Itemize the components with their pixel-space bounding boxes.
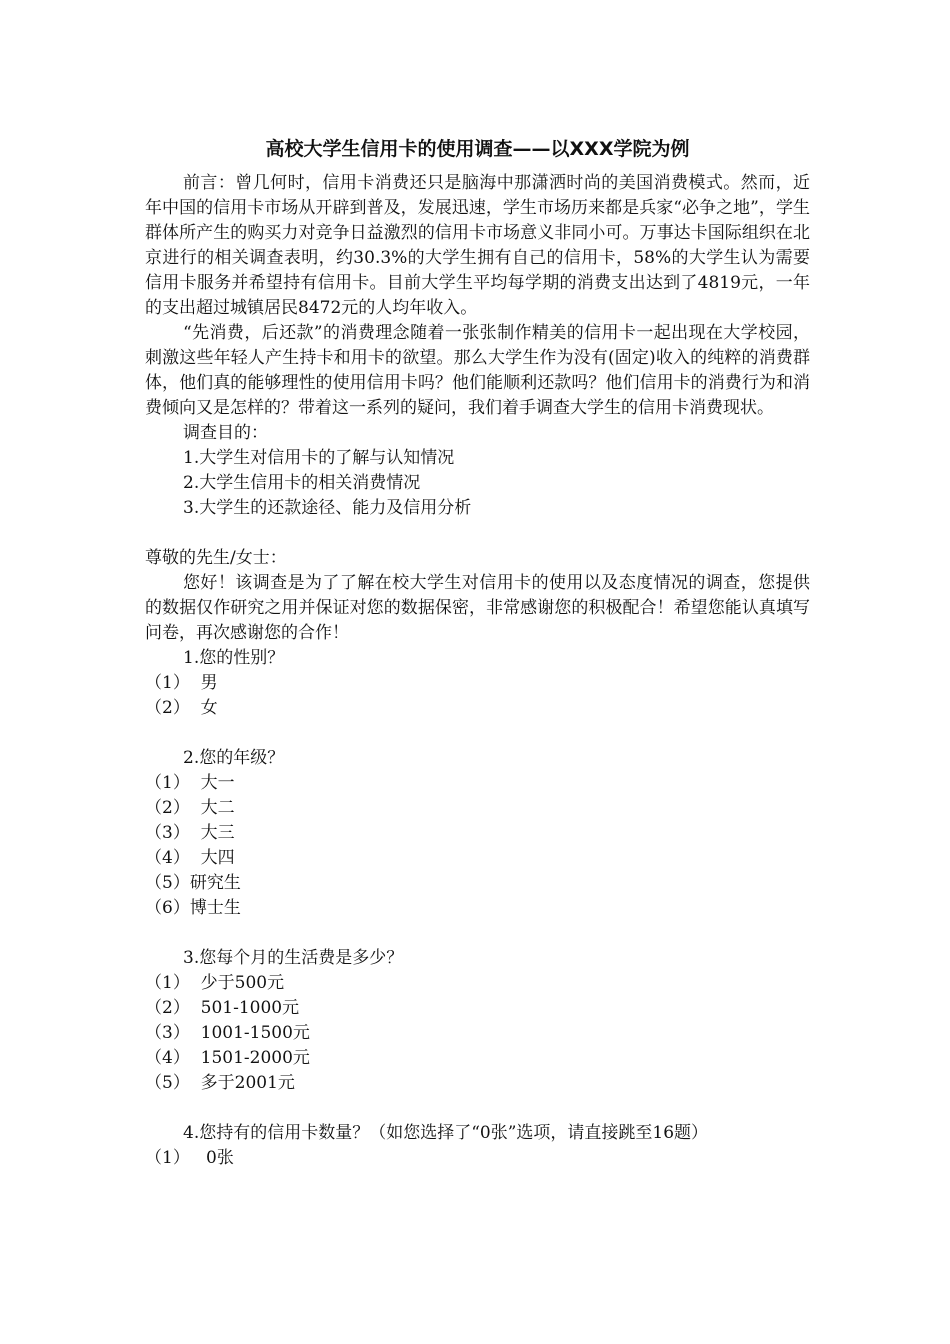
question-2-option: （1） 大一 [145,773,235,793]
document-page [145,135,810,1171]
question-2-option: （4） 大四 [145,848,235,868]
question-2-option: （3） 大三 [145,823,235,843]
question-3: 3.您每个月的生活费是多少？ [183,948,404,968]
spacer [145,521,810,546]
question-3-option: （3） 1001-1500元 [145,1023,310,1043]
question-3-option: （4） 1501-2000元 [145,1048,310,1068]
question-1-option: （1） 男 [145,673,218,693]
question-2-option: （6）博士生 [145,898,241,918]
question-4: 4.您持有的信用卡数量？（如您选择了“0张”选项，请直接跳至16题） [183,1123,709,1143]
question-3-option: （5） 多于2001元 [145,1073,295,1093]
question-2-option: （2） 大二 [145,798,235,818]
intro-paragraph-2: “先消费，后还款”的消费理念随着一张张制作精美的信用卡一起出现在大学校园，刺激这些年轻人产生持卡和用卡的欲望。那么大学生作为没有(固定)收入的纯粹的消费群体，他们真的能够理性的使用信用卡吗？他们能顺利还款吗？他们信用卡的消费行为和消费倾向又是怎样的？带着这一系列的疑问，我们着手调查大学生的信用卡消费现状。 [145,323,810,418]
purpose-item: 2.大学生信用卡的相关消费情况 [183,473,421,493]
spacer [145,721,810,746]
question-2-option: （5）研究生 [145,873,241,893]
spacer [145,1096,810,1121]
question-3-option: （2） 501-1000元 [145,998,300,1018]
document-title: 高校大学生信用卡的使用调查——以XXX学院为例 [265,138,690,160]
purpose-item: 1.大学生对信用卡的了解与认知情况 [183,448,455,468]
question-3-option: （1） 少于500元 [145,973,285,993]
question-4-option: （1） 0张 [145,1148,234,1168]
letter-body: 您好！该调查是为了了解在校大学生对信用卡的使用以及态度情况的调查，您提供的数据仅作研究之用并保证对您的数据保密，非常感谢您的积极配合！希望您能认真填写问卷，再次感谢您的合作！ [145,573,810,643]
question-2: 2.您的年级？ [183,748,285,768]
question-1: 1.您的性别？ [183,648,285,668]
intro-paragraph-1: 前言：曾几何时，信用卡消费还只是脑海中那潇洒时尚的美国消费模式。然而，近年中国的信用卡市场从开辟到普及，发展迅速，学生市场历来都是兵家“必争之地”，学生群体所产生的购买力对竞争日益激烈的信用卡市场意义非同小可。万事达卡国际组织在北京进行的相关调查表明，约30.3%的大学生拥有自己的信用卡，58%的大学生认为需要信用卡服务并希望持有信用卡。目前大学生平均每学期的消费支出达到了4819元，一年的支出超过城镇居民8472元的人均年收入。 [145,173,810,318]
letter-salutation: 尊敬的先生/女士： [145,548,287,568]
purpose-label: 调查目的： [183,423,268,443]
spacer [145,921,810,946]
question-1-option: （2） 女 [145,698,218,718]
purpose-item: 3.大学生的还款途径、能力及信用分析 [183,498,472,518]
